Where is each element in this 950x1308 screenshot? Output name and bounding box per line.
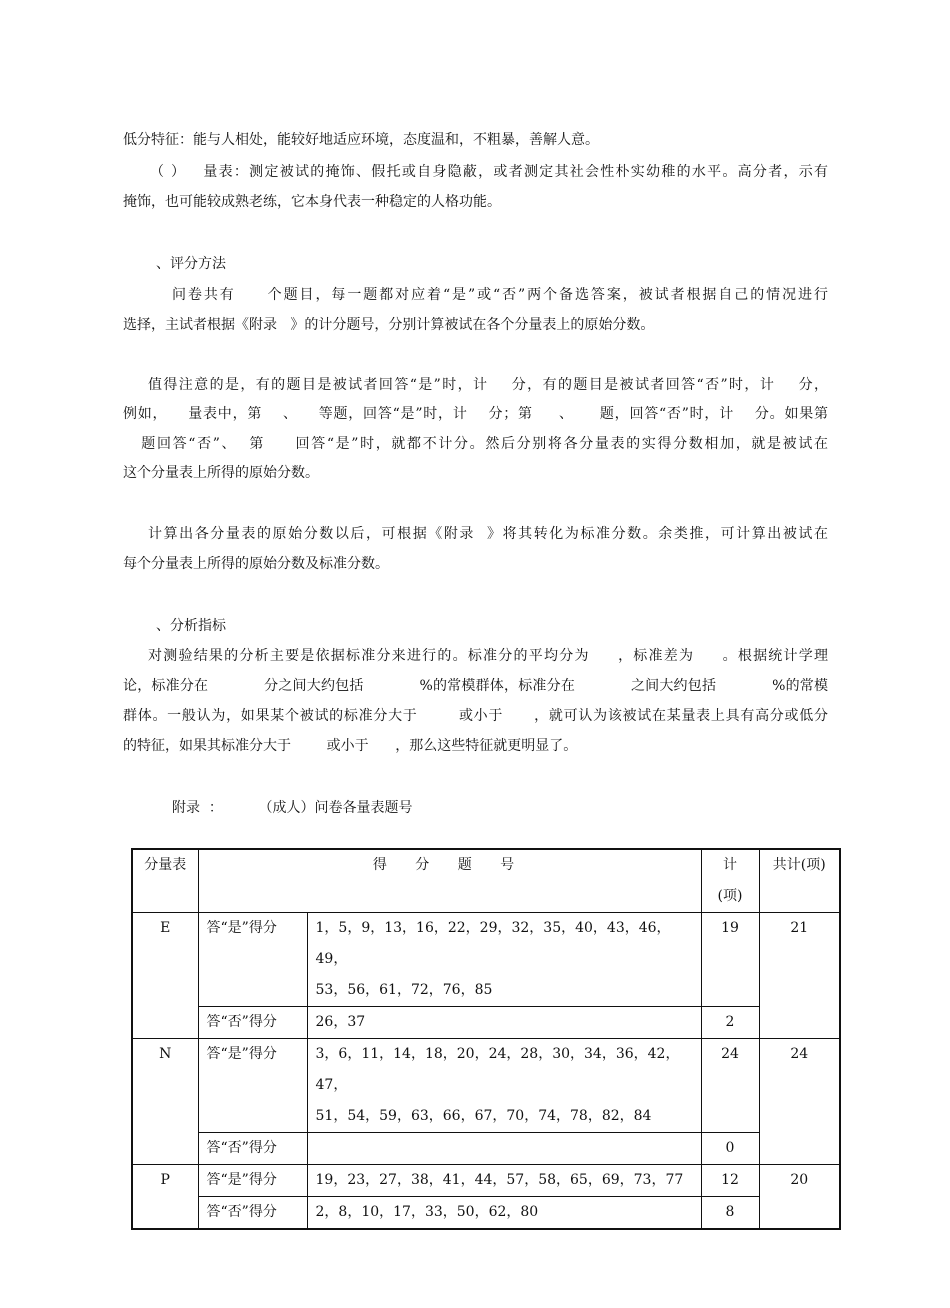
header-total: 共计(项) [759, 849, 840, 913]
section-analysis-title: 、分析指标 [156, 618, 226, 634]
item-count: 0 [701, 1133, 759, 1165]
item-count: 12 [701, 1165, 759, 1197]
scale-items-table [131, 848, 841, 1230]
item-count: 24 [701, 1039, 759, 1133]
para-analysis-d: 的特征，如果其标准分大于 或小于 ，那么这些特征就更明显了。 [123, 738, 578, 754]
table-row [132, 1133, 840, 1165]
table-header-row [132, 849, 840, 913]
item-count: 19 [701, 913, 759, 1007]
item-numbers: 19，23，27，38，41，44，57，58，65，69，73，77 [307, 1165, 701, 1197]
item-count: 2 [701, 1007, 759, 1039]
para-l-scale-2: 掩饰，也可能较成熟老练，它本身代表一种稳定的人格功能。 [123, 194, 501, 210]
item-numbers: 2，8，10，17，33，50，62，80 [307, 1197, 701, 1230]
para-scoring-2d: 这个分量表上所得的原始分数。 [123, 465, 319, 481]
para-scoring-2b: 例如， 量表中，第 、 等题，回答“是”时，计 分；第 、 题，回答“否”时，计 分。如果第 [123, 406, 828, 422]
para-analysis-c: 群体。一般认为，如果某个被试的标准分大于 或小于 ，就可认为该被试在某量表上具有高分或低分 [123, 708, 828, 724]
para-analysis-a: 对测验结果的分析主要是依据标准分来进行的。标准分的平均分为 ，标准差为 。根据统计学理 [148, 648, 828, 664]
table-row [132, 1165, 840, 1197]
para-scoring-3b: 每个分量表上所得的原始分数及标准分数。 [123, 556, 389, 572]
item-numbers [307, 1133, 701, 1165]
para-analysis-b: 论，标准分在 分之间大约包括 %的常模群体，标准分在 之间大约包括 %的常模 [123, 678, 828, 694]
item-numbers: 3，6，11，14，18，20，24，28，30，34，36，42，47， 51，54，59，63，66，67，70，74，78，82，84 [307, 1039, 701, 1133]
header-items: 得 分 题 号 [198, 849, 701, 913]
table-row [132, 913, 840, 1007]
answer-label: 答“是”得分 [198, 1039, 307, 1133]
item-count: 8 [701, 1197, 759, 1230]
para-scoring-2a: 值得注意的是，有的题目是被试者回答“是”时，计 分，有的题目是被试者回答“否”时，计 分， [148, 377, 828, 393]
scale-total: 20 [759, 1165, 840, 1230]
item-numbers: 1，5，9，13，16，22，29，32，35，40，43，46，49， 53，56，61，72，76，85 [307, 913, 701, 1007]
answer-label: 答“否”得分 [198, 1007, 307, 1039]
answer-label: 答“否”得分 [198, 1133, 307, 1165]
para-scoring-2c: 题回答“否”、 第 回答“是”时，就都不计分。然后分别将各分量表的实得分数相加，就是被试在 [123, 436, 828, 452]
item-numbers: 26，37 [307, 1007, 701, 1039]
table-row [132, 1007, 840, 1039]
section-scoring-title: 、评分方法 [156, 256, 226, 272]
table-row [132, 1039, 840, 1133]
appendix-title: 附录 ： （成人）问卷各量表题号 [172, 800, 413, 816]
answer-label: 答“是”得分 [198, 1165, 307, 1197]
para-scoring-3a: 计算出各分量表的原始分数以后，可根据《附录 》将其转化为标准分数。余类推，可计算出被试在 [148, 526, 828, 542]
para-low-score: 低分特征：能与人相处，能较好地适应环境，态度温和，不粗暴，善解人意。 [123, 132, 599, 148]
scale-name: P [132, 1165, 198, 1230]
scale-total: 21 [759, 913, 840, 1039]
header-scale: 分量表 [132, 849, 198, 913]
scale-total: 24 [759, 1039, 840, 1165]
header-count: 计 (项) [701, 849, 759, 913]
para-scoring-1b: 选择，主试者根据《附录 》的计分题号，分别计算被试在各个分量表上的原始分数。 [123, 317, 655, 333]
para-scoring-1a: 问卷共有 个题目，每一题都对应着“是”或“否”两个备选答案，被试者根据自己的情况进行 [172, 287, 828, 303]
scale-name: E [132, 913, 198, 1039]
answer-label: 答“否”得分 [198, 1197, 307, 1230]
table-row [132, 1197, 840, 1230]
scale-name: N [132, 1039, 198, 1165]
para-l-scale-1: （ ） 量表：测定被试的掩饰、假托或自身隐蔽，或者测定其社会性朴实幼稚的水平。高分者，示有 [150, 164, 828, 180]
answer-label: 答“是”得分 [198, 913, 307, 1007]
